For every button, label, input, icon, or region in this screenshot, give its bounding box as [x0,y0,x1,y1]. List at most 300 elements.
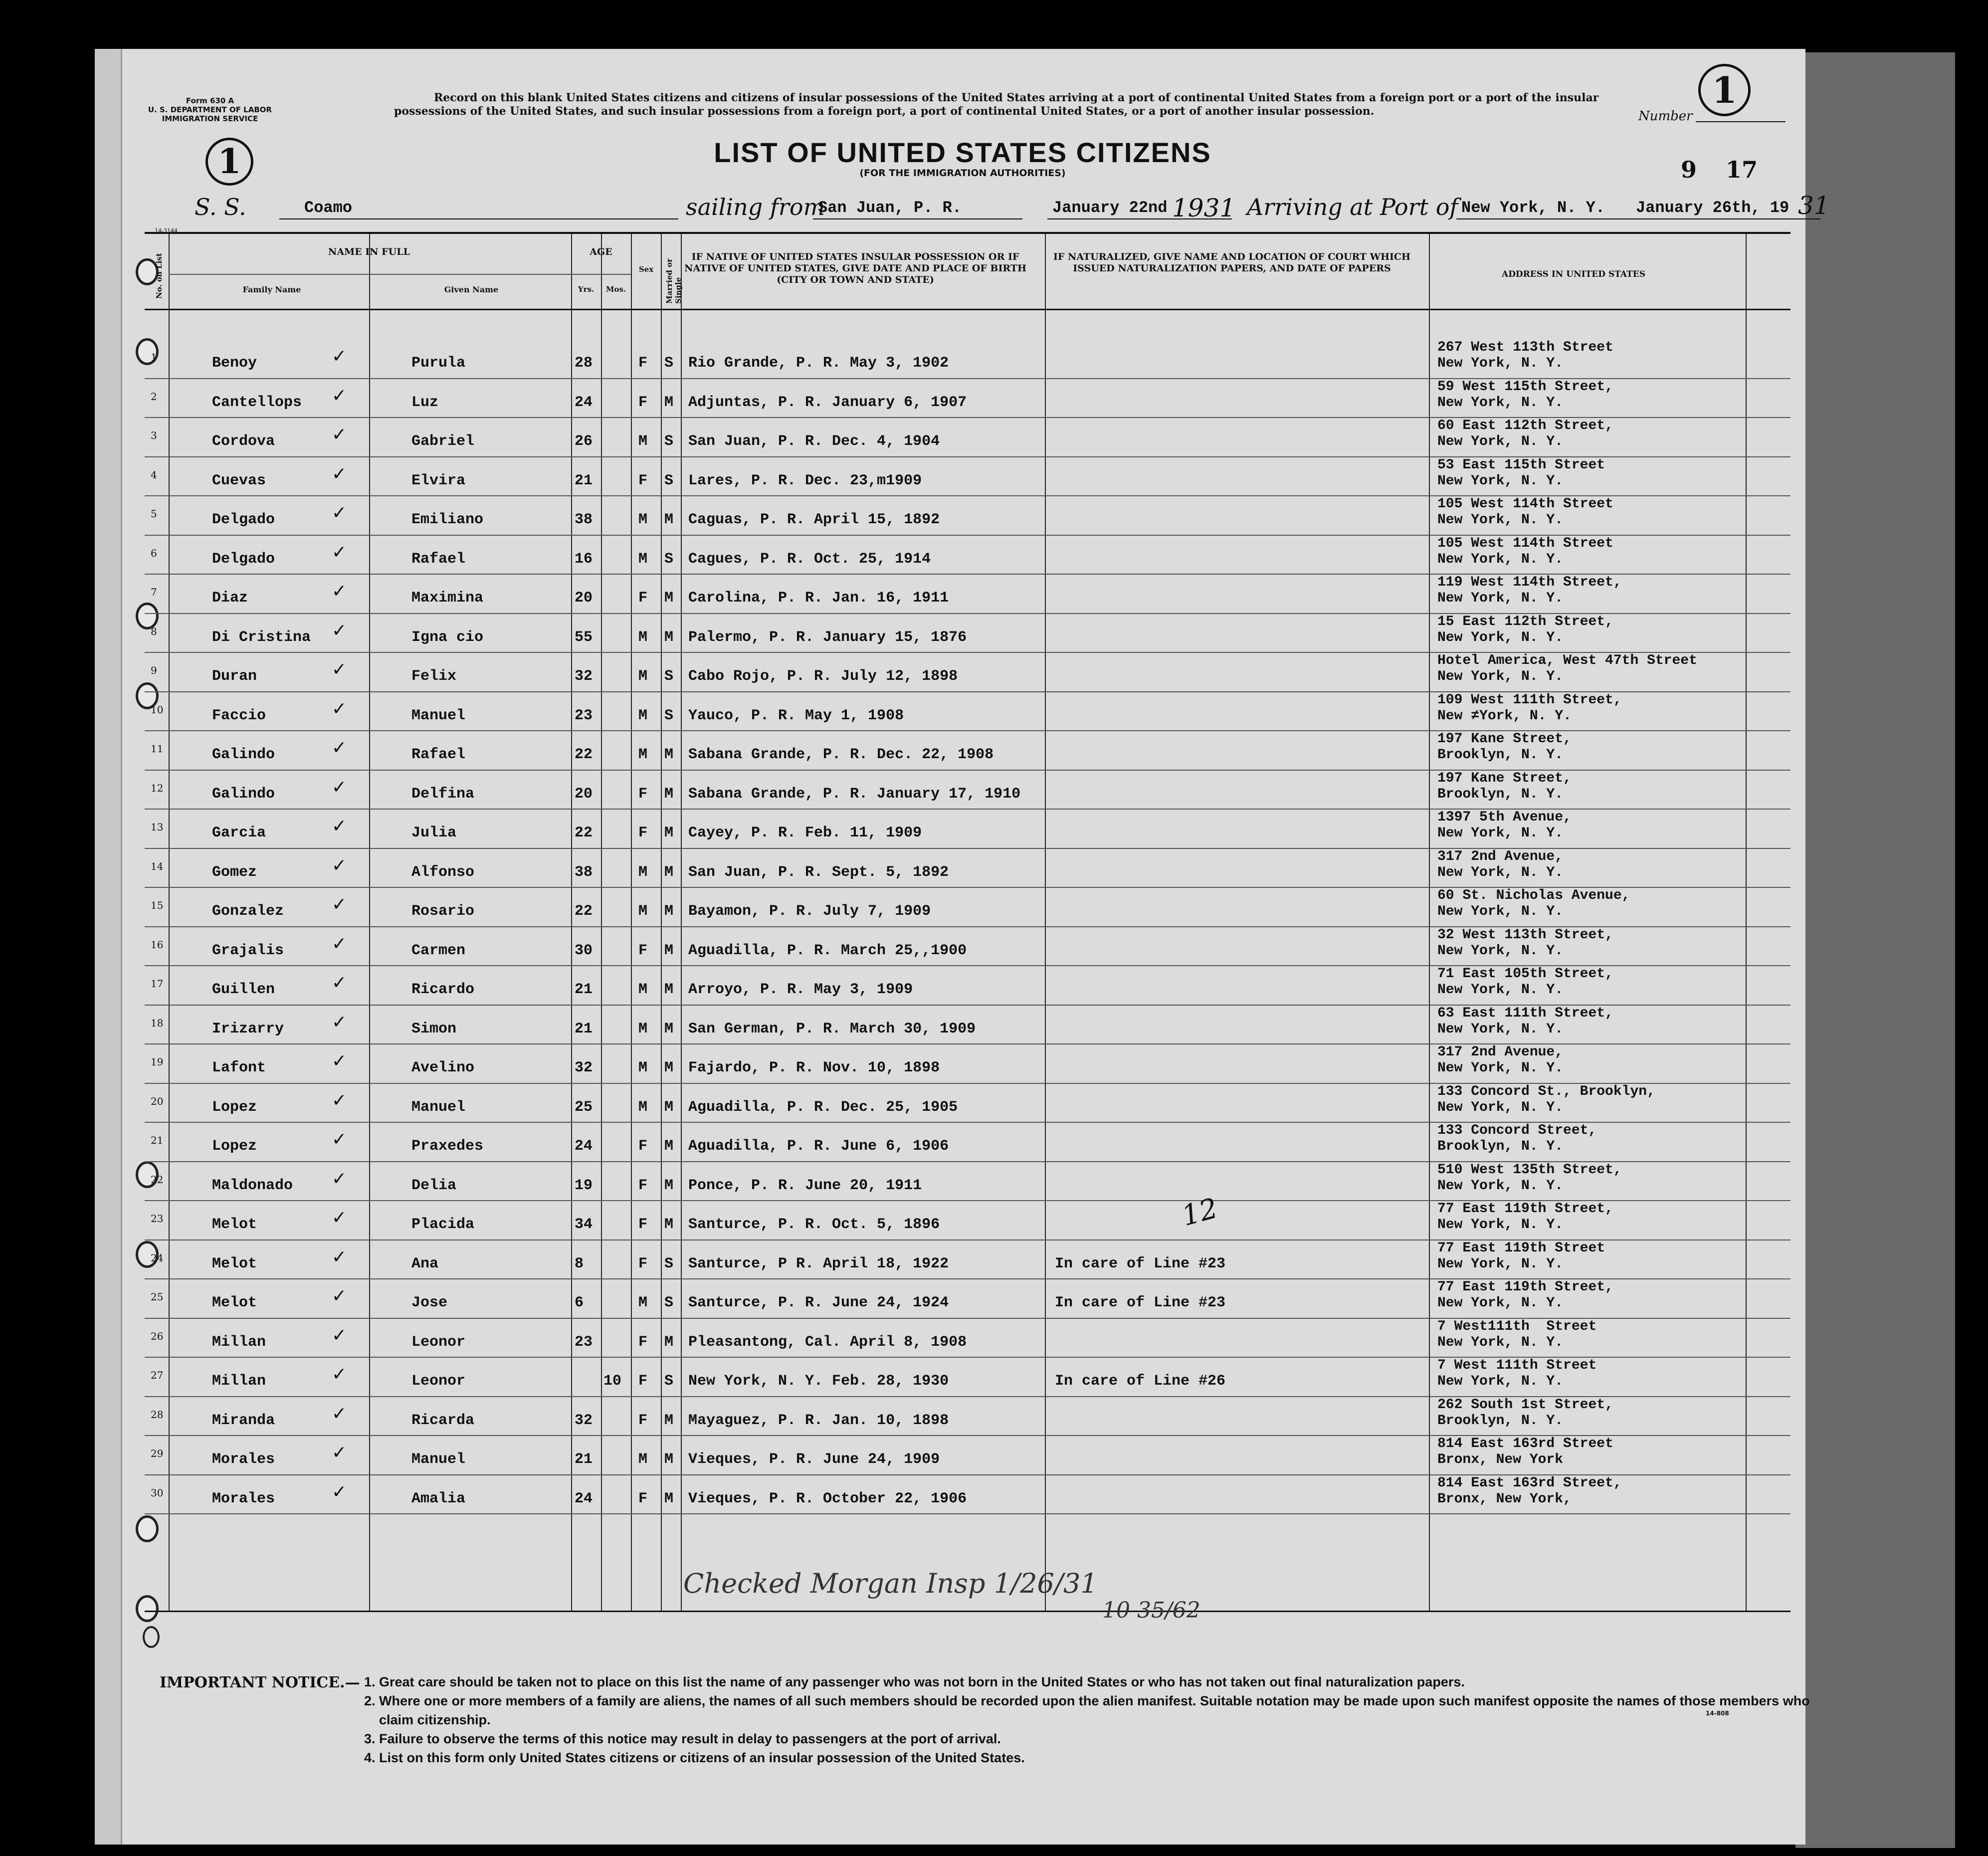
check-mark: ✓ [332,1168,347,1189]
page-title: LIST OF UNITED STATES CITIZENS [714,137,1211,168]
marital-status: S [664,550,674,568]
birth-place-date: San Juan, P. R. Dec. 4, 1904 [688,433,940,450]
address-line-1: 105 West 114th Street [1437,496,1613,512]
table-column-rule [1746,234,1747,1611]
birth-place-date: Ponce, P. R. June 20, 1911 [688,1177,922,1194]
address-line-1: 105 West 114th Street [1437,535,1613,551]
check-mark: ✓ [332,1129,347,1150]
sex: M [638,1451,648,1468]
given-name: Rosario [411,903,475,920]
birth-place-date: San Juan, P. R. Sept. 5, 1892 [688,863,949,881]
family-name: Maldonado [212,1177,293,1194]
family-name: Cuevas [212,472,266,489]
birth-place-date: Aguadilla, P. R. June 6, 1906 [688,1138,949,1155]
marital-status: M [664,981,674,998]
col-header-name: NAME IN FULL [328,246,410,257]
marital-status: M [664,511,674,528]
age-years: 38 [575,863,593,881]
row-number: 7 [151,586,157,598]
age-years: 24 [575,394,593,411]
row-number: 18 [151,1017,164,1029]
marital-status: M [664,1098,674,1116]
address-line-2: Brooklyn, N. Y. [1437,1413,1564,1429]
sex: F [638,590,648,607]
check-mark: ✓ [332,1051,347,1071]
marital-status: M [664,1412,674,1429]
footer-code: 14-808 [1706,1710,1729,1717]
marital-status: M [664,1490,674,1507]
passenger-table [145,232,1790,1612]
address-line-2: New York, N. Y. [1437,473,1564,489]
address-line-2: New York, N. Y. [1437,1374,1564,1389]
age-years: 34 [575,1216,593,1233]
age-years: 22 [575,746,593,763]
birth-place-date: Cabo Rojo, P. R. July 12, 1898 [688,668,958,685]
given-name: Jose [411,1294,448,1311]
given-name: Delia [411,1177,457,1194]
age-years: 21 [575,472,593,489]
given-name: Manuel [411,707,466,724]
age-years: 21 [575,981,593,998]
birth-place-date: Sabana Grande, P. R. Dec. 22, 1908 [688,746,994,763]
address-line-2: New York, N. Y. [1437,1021,1564,1037]
birth-place-date: New York, N. Y. Feb. 28, 1930 [688,1373,949,1390]
marital-status: S [664,355,674,372]
age-years: 16 [575,550,593,568]
age-years: 20 [575,785,593,803]
table-column-rule [631,234,632,1611]
sailing-date: January 22nd [1052,199,1168,217]
birth-place-date: Cayey, P. R. Feb. 11, 1909 [688,825,922,841]
marital-status: M [664,1177,674,1194]
address-line-2: New ≠York, N. Y. [1437,708,1572,724]
address-line-2: New York, N. Y. [1437,395,1564,411]
age-years: 24 [575,1490,593,1507]
address-line-1: 317 2nd Avenue, [1437,848,1564,864]
address-line-1: 7 West 111th Street [1437,1358,1597,1373]
circled-list-number: 1 [205,138,253,186]
row-number: 19 [151,1056,164,1068]
given-name: Carmen [411,942,466,959]
family-name: Galindo [212,785,275,803]
family-name: Morales [212,1490,275,1507]
row-number: 24 [151,1251,164,1264]
address-line-2: New York, N. Y. [1437,669,1564,684]
header-rule [169,274,571,275]
marital-status: M [664,942,674,959]
notice-label: IMPORTANT NOTICE.— [160,1674,360,1691]
sex: F [638,1255,648,1272]
family-name: Diaz [212,590,248,607]
family-name: Grajalis [212,942,284,959]
sailing-from-port: San Juan, P. R. [818,199,962,217]
given-name: Luz [411,394,439,411]
birth-place-date: Bayamon, P. R. July 7, 1909 [688,903,931,920]
sex: F [638,472,648,489]
family-name: Millan [212,1333,266,1351]
birth-place-date: Sabana Grande, P. R. January 17, 1910 [688,785,1021,803]
birth-place-date: Rio Grande, P. R. May 3, 1902 [688,355,949,372]
address-line-2: New York, N. Y. [1437,1060,1564,1076]
scan-background [1795,52,1955,1848]
address-line-2: New York, N. Y. [1437,591,1564,606]
age-years: 24 [575,1138,593,1155]
address-line-1: 63 East 111th Street, [1437,1005,1613,1021]
row-number: 26 [151,1330,164,1342]
check-mark: ✓ [332,698,347,719]
given-name: Praxedes [411,1138,484,1155]
given-name: Ricarda [411,1412,475,1429]
row-number: 21 [151,1134,164,1146]
check-mark: ✓ [332,1286,347,1306]
address-line-2: New York, N. Y. [1437,1256,1564,1272]
manifest-sheet [95,49,1830,1845]
family-name: Miranda [212,1412,275,1429]
given-name: Placida [411,1216,475,1233]
age-months: 10 [603,1373,622,1390]
address-line-2: New York, N. Y. [1437,825,1564,841]
family-name: Melot [212,1294,257,1311]
age-years: 32 [575,1059,593,1076]
address-line-2: Bronx, New York [1437,1452,1564,1467]
marital-status: M [664,1138,674,1155]
given-name: Purula [411,355,466,372]
row-number: 2 [151,390,157,403]
check-mark: ✓ [332,894,347,915]
check-mark: ✓ [332,346,347,367]
family-name: Lopez [212,1098,257,1116]
address-line-1: 77 East 119th Street, [1437,1279,1613,1295]
address-line-1: 197 Kane Street, [1437,770,1572,786]
sex: F [638,1333,648,1351]
given-name: Avelino [411,1059,475,1076]
given-name: Ricardo [411,981,475,998]
row-number: 12 [151,782,164,794]
department-name: U. S. DEPARTMENT OF LABOR [148,105,272,114]
birth-place-date: Lares, P. R. Dec. 23,m1909 [688,472,922,489]
sex: F [638,1216,648,1233]
check-mark: ✓ [332,1364,347,1385]
marital-status: M [664,785,674,803]
inspector-signature: Checked Morgan Insp 1/26/31 [683,1568,1098,1599]
address-line-1: 317 2nd Avenue, [1437,1044,1564,1060]
address-line-1: 7 West111th Street [1437,1318,1597,1334]
table-column-rule [571,234,572,1611]
table-column-rule [169,234,170,1611]
row-number: 8 [151,625,157,637]
address-line-2: New York, N. Y. [1437,1178,1564,1194]
age-years: 25 [575,1098,593,1116]
marital-status: S [664,1255,674,1272]
birth-place-date: San German, P. R. March 30, 1909 [688,1020,976,1037]
number-underline [1696,121,1786,122]
check-mark: ✓ [332,1481,347,1502]
address-line-1: 15 East 112th Street, [1437,614,1613,629]
given-name: Leonor [411,1373,466,1390]
address-line-2: Brooklyn, N. Y. [1437,747,1564,763]
ship-underline [279,218,678,219]
row-number: 22 [151,1173,164,1186]
sex: F [638,825,648,841]
given-name: Amalia [411,1490,466,1507]
address-line-1: 32 West 113th Street, [1437,927,1613,943]
table-column-rule [1045,234,1046,1611]
check-mark: ✓ [332,816,347,836]
row-number: 16 [151,938,164,951]
check-mark: ✓ [332,738,347,758]
address-line-1: 133 Concord Street, [1437,1123,1597,1138]
birth-place-date: Aguadilla, P. R. March 25,,1900 [688,942,967,959]
row-number: 28 [151,1408,164,1421]
row-number: 5 [151,508,157,520]
row-number: 17 [151,978,164,990]
address-line-2: New York, N. Y. [1437,551,1564,567]
address-line-1: Hotel America, West 47th Street [1437,653,1697,668]
address-line-1: 814 East 163rd Street [1437,1436,1613,1451]
given-name: Simon [411,1020,457,1037]
family-name: Delgado [212,550,275,568]
family-name: Melot [212,1216,257,1233]
marital-status: S [664,1294,674,1311]
family-name: Cordova [212,433,275,450]
check-mark: ✓ [332,973,347,993]
birth-place-date: Vieques, P. R. October 22, 1906 [688,1490,967,1507]
check-mark: ✓ [332,1246,347,1267]
family-name: Faccio [212,707,266,724]
sex: F [638,1177,648,1194]
row-number: 23 [151,1213,164,1225]
age-years: 28 [575,355,593,372]
row-number: 14 [151,860,164,872]
age-years: 21 [575,1020,593,1037]
sex: M [638,981,648,998]
sex: M [638,628,648,646]
table-column-rule [601,234,602,1611]
address-line-2: New York, N. Y. [1437,1217,1564,1233]
binding-margin [95,49,122,1845]
row-number: 1 [151,351,157,363]
address-line-1: 133 Concord St., Brooklyn, [1437,1083,1655,1099]
age-years: 32 [575,668,593,685]
age-years: 30 [575,942,593,959]
sex: M [638,1294,648,1311]
number-label: Number [1638,109,1693,124]
address-line-1: 60 East 112th Street, [1437,418,1613,433]
sex: M [638,707,648,724]
age-years: 20 [575,590,593,607]
row-number: 30 [151,1486,164,1499]
check-mark: ✓ [332,1208,347,1228]
row-number: 27 [151,1369,164,1381]
birth-place-date: Mayaguez, P. R. Jan. 10, 1898 [688,1412,949,1429]
given-name: Elvira [411,472,466,489]
address-line-2: New York, N. Y. [1437,356,1564,371]
age-years: 21 [575,1451,593,1468]
address-line-2: New York, N. Y. [1437,434,1564,449]
col-header-naturalized: IF NATURALIZED, GIVE NAME AND LOCATION OF COURT WHICH ISSUED NATURALIZATION PAPERS, AND DATE OF PAPERS [1053,251,1410,274]
marital-status: S [664,707,674,724]
birth-place-date: Arroyo, P. R. May 3, 1909 [688,981,913,998]
family-name: Duran [212,668,257,685]
sex: M [638,746,648,763]
birth-place-date: Cagues, P. R. Oct. 25, 1914 [688,550,931,568]
check-mark: ✓ [332,659,347,680]
row-number: 15 [151,899,164,911]
row-number: 10 [151,703,164,716]
notice-item: 1. Great care should be taken not to place on this list the name of any passenger who was not born in the United States or who has not taken out final naturalization papers. [364,1674,1465,1689]
address-line-2: New York, N. Y. [1437,629,1564,645]
arrival-port: New York, N. Y. [1461,199,1605,217]
date-underline [1047,218,1232,219]
table-column-rule [369,234,370,1611]
address-line-2: New York, N. Y. [1437,1295,1564,1311]
margin-fraction: 10 35/62 [1102,1598,1200,1623]
family-name: Galindo [212,746,275,763]
marital-status: M [664,1020,674,1037]
col-header-family: Family Name [242,285,301,294]
sex: M [638,863,648,881]
sex: F [638,785,648,803]
sex: F [638,942,648,959]
address-line-1: 59 West 115th Street, [1437,379,1613,395]
intro-text: Record on this blank United States citizens and citizens of insular possessions of the United States arriving at a port of continental United States from a foreign port or a port of the insular possessions of the United States, and such insular possessions from a foreign port, a port of continental United States, or a port of another insular possession. [394,91,1599,118]
address-line-2: New York, N. Y. [1437,1334,1564,1350]
service-name: IMMIGRATION SERVICE [162,114,258,123]
sex: F [638,394,648,411]
sex: F [638,1138,648,1155]
birth-place-date: Palermo, P. R. January 15, 1876 [688,628,967,646]
margin-note: 12 [1178,1192,1221,1233]
header-bottom-rule [145,309,1790,310]
address-line-1: 814 East 163rd Street, [1437,1475,1622,1491]
age-years: 26 [575,433,593,450]
family-name: Lafont [212,1059,266,1076]
row-number: 6 [151,547,157,559]
family-name: Irizarry [212,1020,284,1037]
birth-place-date: Carolina, P. R. Jan. 16, 1911 [688,590,949,607]
age-years: 55 [575,628,593,646]
address-line-2: Brooklyn, N. Y. [1437,786,1564,802]
port-underline [813,218,1022,219]
form-identifier [138,96,282,123]
important-notice [364,1672,1810,1767]
address-line-1: 267 West 113th Street [1437,340,1613,355]
arrival-underline [1456,218,1820,219]
sex: M [638,668,648,685]
circled-number: 1 [1698,64,1751,116]
address-line-1: 510 West 135th Street, [1437,1162,1622,1178]
arrival-year: 31 [1798,191,1830,220]
age-years: 22 [575,825,593,841]
check-mark: ✓ [332,1090,347,1111]
sex: M [638,1020,648,1037]
sailing-from-label: sailing from [686,194,825,220]
sex: F [638,1373,648,1390]
table-column-rule [1429,234,1430,1611]
marital-status: M [664,590,674,607]
check-mark: ✓ [332,424,347,445]
table-column-rule [661,234,662,1611]
row-number: 13 [151,821,164,833]
birth-place-date: Santurce, P. R. Oct. 5, 1896 [688,1216,940,1233]
address-line-1: 71 East 105th Street, [1437,966,1613,982]
address-line-2: New York, N. Y. [1437,864,1564,880]
row-number: 25 [151,1291,164,1303]
address-line-1: 262 South 1st Street, [1437,1397,1613,1413]
family-name: Garcia [212,825,266,841]
age-years: 23 [575,707,593,724]
given-name: Rafael [411,550,466,568]
address-line-1: 53 East 115th Street [1437,457,1605,473]
naturalization-note: In care of Line #23 [1055,1294,1226,1311]
check-mark: ✓ [332,1443,347,1463]
address-line-2: New York, N. Y. [1437,904,1564,919]
family-name: Delgado [212,511,275,528]
table-column-rule [681,234,682,1611]
given-name: Alfonso [411,863,475,881]
marital-status: M [664,394,674,411]
sex: F [638,1490,648,1507]
ship-name: Coamo [304,199,353,217]
birth-place-date: Santurce, P. R. June 24, 1924 [688,1294,949,1311]
address-line-1: 109 West 111th Street, [1437,692,1622,708]
given-name: Felix [411,668,457,685]
birth-place-date: Adjuntas, P. R. January 6, 1907 [688,394,967,411]
marital-status: M [664,825,674,841]
given-name: Manuel [411,1451,466,1468]
age-years: 8 [575,1255,584,1272]
notice-item: 2. Where one or more members of a family are aliens, the names of all such members should be recorded upon the alien manifest. Suitable notation may be made upon such manifest opposite the names of those members who claim citizenship. [364,1693,1810,1727]
address-line-2: New York, N. Y. [1437,1099,1564,1115]
family-name: Benoy [212,355,257,372]
sex: M [638,1059,648,1076]
col-header-age: AGE [590,246,612,257]
age-years: 6 [575,1294,584,1311]
address-line-1: 60 St. Nicholas Avenue, [1437,888,1630,903]
family-name: Guillen [212,981,275,998]
address-line-1: 77 East 119th Street, [1437,1201,1613,1217]
given-name: Manuel [411,1098,466,1116]
birth-place-date: Pleasantong, Cal. April 8, 1908 [688,1333,967,1351]
col-header-given: Given Name [444,285,499,294]
address-line-2: New York, N. Y. [1437,982,1564,998]
address-line-2: Brooklyn, N. Y. [1437,1139,1564,1154]
birth-place-date: Vieques, P. R. June 24, 1909 [688,1451,940,1468]
page-mark: 9 [1681,156,1697,183]
row-number: 20 [151,1095,164,1107]
col-header-no: No. on List [155,253,164,299]
address-line-1: 119 West 114th Street, [1437,575,1622,590]
birth-place-date: Santurce, P R. April 18, 1922 [688,1255,949,1272]
age-years: 38 [575,511,593,528]
birth-place-date: Fajardo, P. R. Nov. 10, 1898 [688,1059,940,1076]
address-line-2: New York, N. Y. [1437,512,1564,528]
check-mark: ✓ [332,463,347,484]
form-number: Form 630 A [186,96,234,105]
marital-status: M [664,746,674,763]
notice-item: 3. Failure to observe the terms of this notice may result in delay to passengers at the port of arrival. [364,1731,1001,1746]
sex: M [638,1098,648,1116]
sex: M [638,903,648,920]
age-years: 19 [575,1177,593,1194]
notice-item: 4. List on this form only United States citizens or citizens of an insular possession of the United States. [364,1750,1025,1765]
family-name: Gonzalez [212,903,284,920]
arriving-label: Arriving at Port of [1247,194,1458,220]
check-mark: ✓ [332,581,347,602]
age-years: 32 [575,1412,593,1429]
check-mark: ✓ [332,777,347,798]
marital-status: M [664,1059,674,1076]
